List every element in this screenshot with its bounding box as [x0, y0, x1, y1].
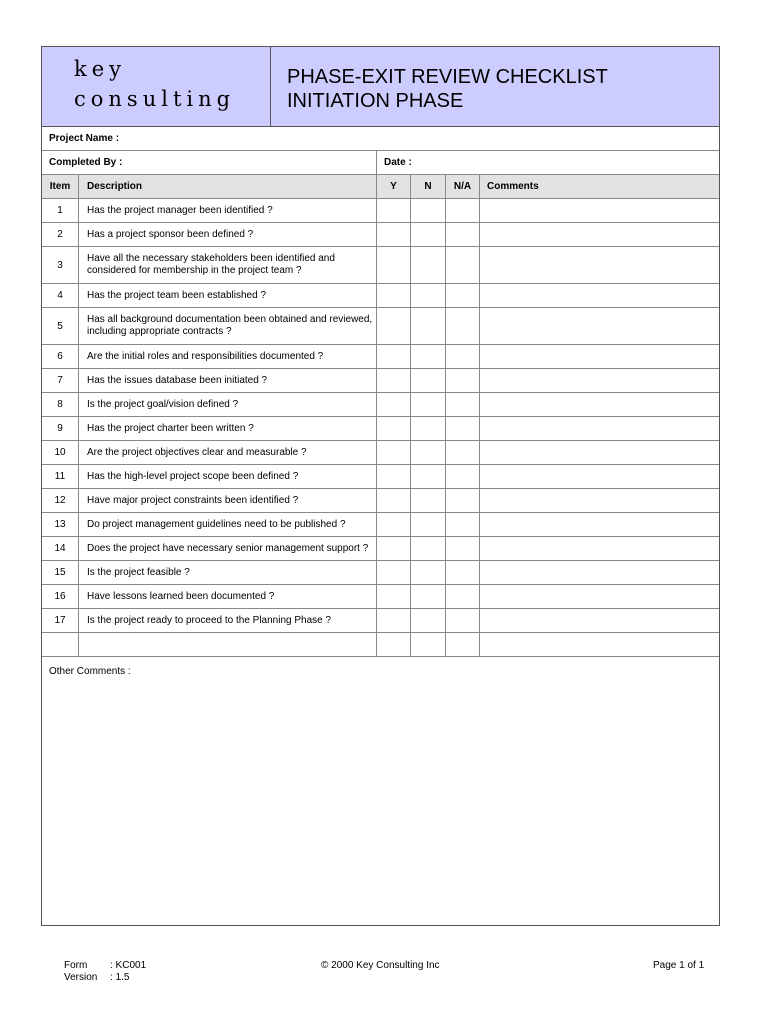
- item-number: 4: [42, 284, 79, 307]
- no-checkbox-cell[interactable]: [411, 223, 446, 246]
- table-row: [42, 247, 719, 284]
- table-row: [42, 513, 719, 537]
- col-header-item: Item: [42, 175, 79, 198]
- na-checkbox-cell[interactable]: [446, 284, 480, 307]
- table-row: [42, 393, 719, 417]
- other-comments-box[interactable]: [42, 658, 719, 925]
- item-description: Is the project ready to proceed to the Planning Phase ?: [79, 609, 377, 632]
- item-description: Has the issues database been initiated ?: [79, 369, 377, 392]
- item-number: 7: [42, 369, 79, 392]
- comments-cell[interactable]: [480, 609, 719, 632]
- table-row: [42, 609, 719, 633]
- na-checkbox-cell[interactable]: [446, 561, 480, 584]
- no-checkbox-cell[interactable]: [411, 247, 446, 283]
- col-header-na: N/A: [446, 175, 480, 198]
- comments-cell[interactable]: [480, 308, 719, 344]
- item-description: Does the project have necessary senior management support ?: [79, 537, 377, 560]
- table-row: [42, 441, 719, 465]
- copyright: © 2000 Key Consulting Inc: [321, 960, 440, 971]
- na-checkbox-cell[interactable]: [446, 465, 480, 488]
- yes-checkbox-cell[interactable]: [377, 308, 411, 344]
- comments-cell[interactable]: [480, 345, 719, 368]
- yes-checkbox-cell[interactable]: [377, 633, 411, 656]
- na-checkbox-cell[interactable]: [446, 199, 480, 222]
- yes-checkbox-cell[interactable]: [377, 561, 411, 584]
- logo-line-1: key: [74, 57, 127, 81]
- item-number: 2: [42, 223, 79, 246]
- completed-by-field[interactable]: [42, 151, 377, 174]
- table-row: [42, 585, 719, 609]
- table-row: [42, 633, 719, 657]
- no-checkbox-cell[interactable]: [411, 417, 446, 440]
- item-description: Has a project sponsor been defined ?: [79, 223, 377, 246]
- no-checkbox-cell[interactable]: [411, 633, 446, 656]
- item-description: Has all background documentation been obtained and reviewed, including appropriate contracts ?: [79, 308, 377, 344]
- other-comments-label: Other Comments :: [49, 666, 131, 677]
- item-number: 17: [42, 609, 79, 632]
- no-checkbox-cell[interactable]: [411, 199, 446, 222]
- no-checkbox-cell[interactable]: [411, 537, 446, 560]
- item-number: [42, 633, 79, 656]
- item-number: 10: [42, 441, 79, 464]
- yes-checkbox-cell[interactable]: [377, 284, 411, 307]
- title-line-1: PHASE-EXIT REVIEW CHECKLIST: [287, 66, 608, 88]
- yes-checkbox-cell[interactable]: [377, 441, 411, 464]
- na-checkbox-cell[interactable]: [446, 345, 480, 368]
- no-checkbox-cell[interactable]: [411, 465, 446, 488]
- comments-cell[interactable]: [480, 465, 719, 488]
- comments-cell[interactable]: [480, 633, 719, 656]
- yes-checkbox-cell[interactable]: [377, 609, 411, 632]
- item-description: Is the project goal/vision defined ?: [79, 393, 377, 416]
- item-number: 9: [42, 417, 79, 440]
- na-checkbox-cell[interactable]: [446, 247, 480, 283]
- item-number: 6: [42, 345, 79, 368]
- item-description: Has the project charter been written ?: [79, 417, 377, 440]
- table-row: [42, 223, 719, 247]
- yes-checkbox-cell[interactable]: [377, 223, 411, 246]
- item-description: Have lessons learned been documented ?: [79, 585, 377, 608]
- na-checkbox-cell[interactable]: [446, 633, 480, 656]
- version-value: : 1.5: [110, 972, 130, 983]
- yes-checkbox-cell[interactable]: [377, 465, 411, 488]
- na-checkbox-cell[interactable]: [446, 441, 480, 464]
- comments-cell[interactable]: [480, 247, 719, 283]
- title-line-2: INITIATION PHASE: [287, 90, 464, 112]
- col-header-description: Description: [79, 175, 377, 198]
- form-header: [42, 47, 719, 127]
- item-description: Has the high-level project scope been defined ?: [79, 465, 377, 488]
- yes-checkbox-cell[interactable]: [377, 345, 411, 368]
- no-checkbox-cell[interactable]: [411, 585, 446, 608]
- table-row: [42, 199, 719, 223]
- no-checkbox-cell[interactable]: [411, 441, 446, 464]
- na-checkbox-cell[interactable]: [446, 513, 480, 536]
- item-number: 13: [42, 513, 79, 536]
- comments-cell[interactable]: [480, 441, 719, 464]
- item-number: 15: [42, 561, 79, 584]
- page-number: Page 1 of 1: [653, 960, 705, 971]
- item-description: Have all the necessary stakeholders been identified and considered for membership in the project team ?: [79, 247, 377, 283]
- table-row: [42, 561, 719, 585]
- date-label: Date :: [384, 157, 412, 168]
- no-checkbox-cell[interactable]: [411, 369, 446, 392]
- item-number: 14: [42, 537, 79, 560]
- yes-checkbox-cell[interactable]: [377, 393, 411, 416]
- table-row: [42, 465, 719, 489]
- form-info: [64, 960, 146, 984]
- date-field[interactable]: [377, 151, 719, 174]
- na-checkbox-cell[interactable]: [446, 369, 480, 392]
- no-checkbox-cell[interactable]: [411, 284, 446, 307]
- no-checkbox-cell[interactable]: [411, 393, 446, 416]
- comments-cell[interactable]: [480, 537, 719, 560]
- comments-cell[interactable]: [480, 393, 719, 416]
- yes-checkbox-cell[interactable]: [377, 247, 411, 283]
- na-checkbox-cell[interactable]: [446, 489, 480, 512]
- comments-cell[interactable]: [480, 369, 719, 392]
- item-number: 1: [42, 199, 79, 222]
- yes-checkbox-cell[interactable]: [377, 417, 411, 440]
- no-checkbox-cell[interactable]: [411, 308, 446, 344]
- company-logo: [42, 47, 271, 126]
- project-name-row[interactable]: [42, 126, 719, 151]
- yes-checkbox-cell[interactable]: [377, 513, 411, 536]
- logo-line-2: consulting: [74, 87, 236, 111]
- col-header-yes: Y: [377, 175, 411, 198]
- item-description: Are the initial roles and responsibilities documented ?: [79, 345, 377, 368]
- table-row: [42, 345, 719, 369]
- yes-checkbox-cell[interactable]: [377, 199, 411, 222]
- item-number: 12: [42, 489, 79, 512]
- no-checkbox-cell[interactable]: [411, 513, 446, 536]
- comments-cell[interactable]: [480, 513, 719, 536]
- table-row: [42, 417, 719, 441]
- item-number: 11: [42, 465, 79, 488]
- completed-by-row[interactable]: [42, 151, 719, 175]
- comments-cell[interactable]: [480, 417, 719, 440]
- yes-checkbox-cell[interactable]: [377, 489, 411, 512]
- item-description: Has the project team been established ?: [79, 284, 377, 307]
- table-row: [42, 369, 719, 393]
- yes-checkbox-cell[interactable]: [377, 585, 411, 608]
- col-header-no: N: [411, 175, 446, 198]
- project-name-label: Project Name :: [49, 132, 120, 144]
- checklist-form: [41, 46, 720, 926]
- comments-cell[interactable]: [480, 284, 719, 307]
- yes-checkbox-cell[interactable]: [377, 369, 411, 392]
- na-checkbox-cell[interactable]: [446, 308, 480, 344]
- comments-cell[interactable]: [480, 199, 719, 222]
- na-checkbox-cell[interactable]: [446, 393, 480, 416]
- item-description: Has the project manager been identified ?: [79, 199, 377, 222]
- na-checkbox-cell[interactable]: [446, 417, 480, 440]
- item-number: 5: [42, 308, 79, 344]
- col-header-comments: Comments: [487, 181, 539, 192]
- item-number: 16: [42, 585, 79, 608]
- table-row: [42, 489, 719, 513]
- table-row: [42, 537, 719, 561]
- version-label: Version: [64, 972, 98, 983]
- comments-cell[interactable]: [480, 561, 719, 584]
- table-row: [42, 308, 719, 345]
- no-checkbox-cell[interactable]: [411, 489, 446, 512]
- item-description: Do project management guidelines need to be published ?: [79, 513, 377, 536]
- item-description: [79, 633, 377, 656]
- na-checkbox-cell[interactable]: [446, 585, 480, 608]
- item-number: 8: [42, 393, 79, 416]
- form-label: Form: [64, 960, 88, 971]
- no-checkbox-cell[interactable]: [411, 345, 446, 368]
- no-checkbox-cell[interactable]: [411, 609, 446, 632]
- completed-by-label: Completed By :: [49, 157, 123, 168]
- comments-cell[interactable]: [480, 223, 719, 246]
- na-checkbox-cell[interactable]: [446, 537, 480, 560]
- na-checkbox-cell[interactable]: [446, 223, 480, 246]
- form-title: [287, 65, 608, 113]
- comments-cell[interactable]: [480, 489, 719, 512]
- item-description: Is the project feasible ?: [79, 561, 377, 584]
- yes-checkbox-cell[interactable]: [377, 537, 411, 560]
- form-value: : KC001: [110, 960, 147, 971]
- no-checkbox-cell[interactable]: [411, 561, 446, 584]
- table-row: [42, 284, 719, 308]
- comments-cell[interactable]: [480, 585, 719, 608]
- item-number: 3: [42, 247, 79, 283]
- na-checkbox-cell[interactable]: [446, 609, 480, 632]
- item-description: Have major project constraints been identified ?: [79, 489, 377, 512]
- table-header-row: [42, 175, 719, 199]
- item-description: Are the project objectives clear and measurable ?: [79, 441, 377, 464]
